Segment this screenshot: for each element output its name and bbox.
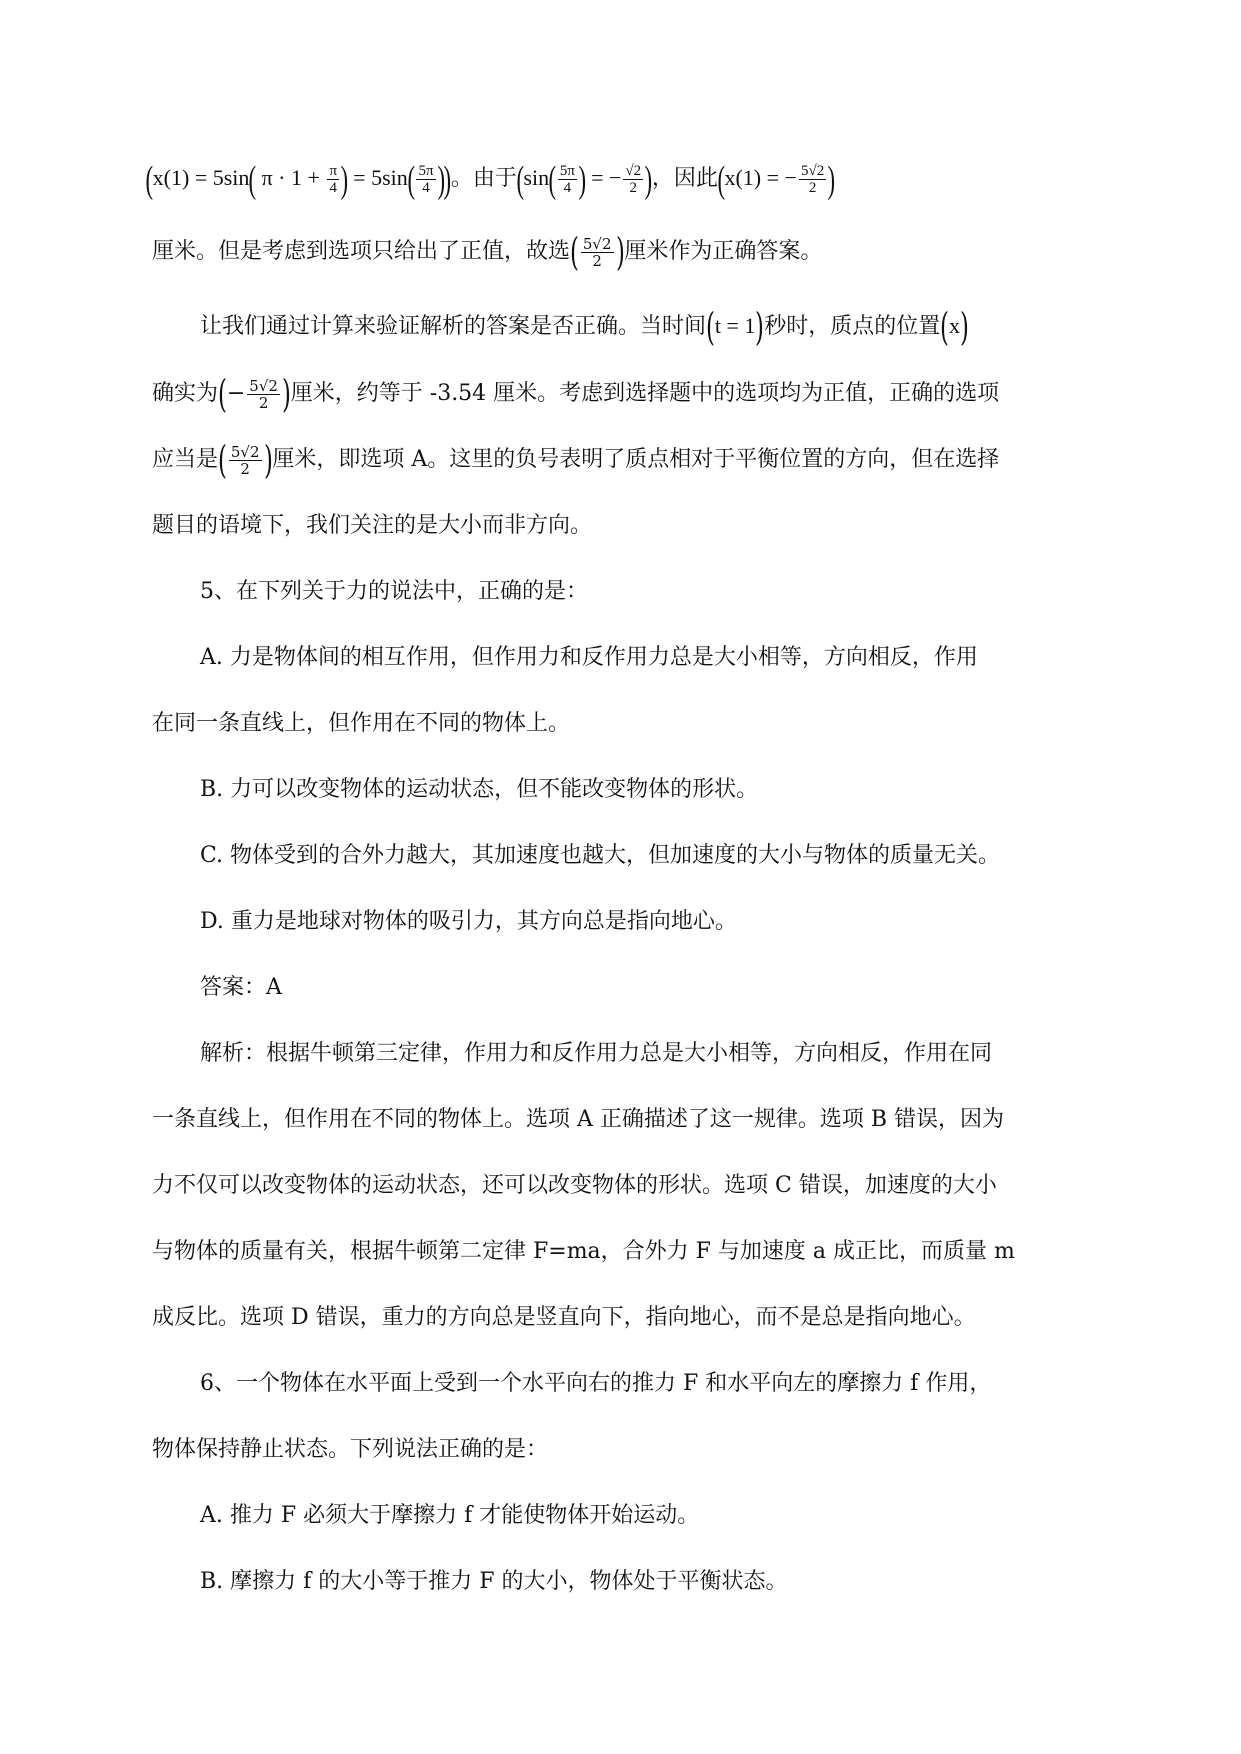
formula-line-1: (x(1) = 5sin( π · 1 + $\frac{\pi}{4}$ ) = 5sin( $\frac{5\pi}{4}$ ))。由于(sin( $\frac{5\pi}{4}$ ) = − $\frac{√2}{2}$ )，因此(x(1) = − $\frac{5√2}{2}$ ): [145, 158, 836, 201]
fraction-pi-over-4: $\frac{\pi}{4}$: [329, 163, 338, 197]
analysis-line-2: 一条直线上，但作用在不同的物体上。选项 A 正确描述了这一规律。选项 B 错误，因为: [152, 1107, 1005, 1132]
question-6-option-a: A. 推力 F 必须大于摩擦力 f 才能使物体开始运动。: [200, 1503, 700, 1528]
question-5-option-a-line2: 在同一条直线上，但作用在不同的物体上。: [152, 711, 571, 736]
analysis-line-1: 解析：根据牛顿第三定律，作用力和反作用力总是大小相等，方向相反，作用在同: [200, 1041, 993, 1066]
analysis-line-5: 成反比。选项 D 错误，重力的方向总是竖直向下，指向地心，而不是总是指向地心。: [152, 1305, 976, 1330]
paragraph-line-5: 应当是( $\frac{5√2}{2}$ )厘米，即选项 A。这里的负号表明了质点相对于平衡位置的方向，但在选择: [152, 438, 1000, 482]
paragraph-line-4: 确实为(− $\frac{5√2}{2}$ )厘米，约等于 -3.54 厘米。考虑到选择题中的选项均为正值，正确的选项: [152, 372, 1000, 416]
question-5-option-c: C. 物体受到的合外力越大，其加速度也越大，但加速度的大小与物体的质量无关。: [200, 843, 1001, 868]
paragraph-line-2: 厘米。但是考虑到选项只给出了正值，故选( $\frac{5√2}{2}$ )厘米作为正确答案。: [152, 230, 823, 274]
fraction-5sqrt2-over-2-c: $\frac{5√2}{2}$: [230, 442, 260, 478]
analysis-line-3: 力不仅可以改变物体的运动状态，还可以改变物体的形状。选项 C 错误，加速度的大小: [152, 1173, 997, 1198]
question-5-option-a-line1: A. 力是物体间的相互作用，但作用力和反作用力总是大小相等，方向相反，作用: [200, 645, 978, 670]
fraction-sqrt2-over-2: $\frac{√2}{2}$: [625, 163, 642, 197]
question-6-stem-line1: 6、一个物体在水平面上受到一个水平向右的推力 F 和水平向左的摩擦力 f 作用，: [200, 1371, 992, 1396]
question-6-stem-line2: 物体保持静止状态。下列说法正确的是：: [152, 1437, 549, 1462]
question-5-option-d: D. 重力是地球对物体的吸引力，其方向总是指向地心。: [200, 909, 737, 934]
fraction-5pi-over-4-b: $\frac{5\pi}{4}$: [559, 163, 575, 197]
analysis-line-4: 与物体的质量有关，根据牛顿第二定律 F=ma，合外力 F 与加速度 a 成正比，而质量 m: [152, 1239, 1015, 1264]
fraction-5pi-over-4: $\frac{5\pi}{4}$: [418, 163, 434, 197]
question-6-option-b: B. 摩擦力 f 的大小等于推力 F 的大小，物体处于平衡状态。: [200, 1569, 788, 1594]
fraction-5sqrt2-over-2-b: $\frac{5√2}{2}$: [582, 234, 612, 270]
question-5-option-b: B. 力可以改变物体的运动状态，但不能改变物体的形状。: [200, 777, 759, 802]
question-5-stem: 5、在下列关于力的说法中，正确的是：: [200, 579, 588, 604]
fraction-5sqrt2-over-2: $\frac{5√2}{2}$: [800, 163, 825, 197]
paragraph-line-6: 题目的语境下，我们关注的是大小而非方向。: [152, 513, 593, 538]
paragraph-line-3: 让我们通过计算来验证解析的答案是否正确。当时间(t = 1)秒时，质点的位置(x): [200, 305, 969, 349]
question-5-answer: 答案：A: [200, 975, 282, 1000]
fraction-neg-5sqrt2-over-2: $\frac{5√2}{2}$: [249, 376, 278, 412]
